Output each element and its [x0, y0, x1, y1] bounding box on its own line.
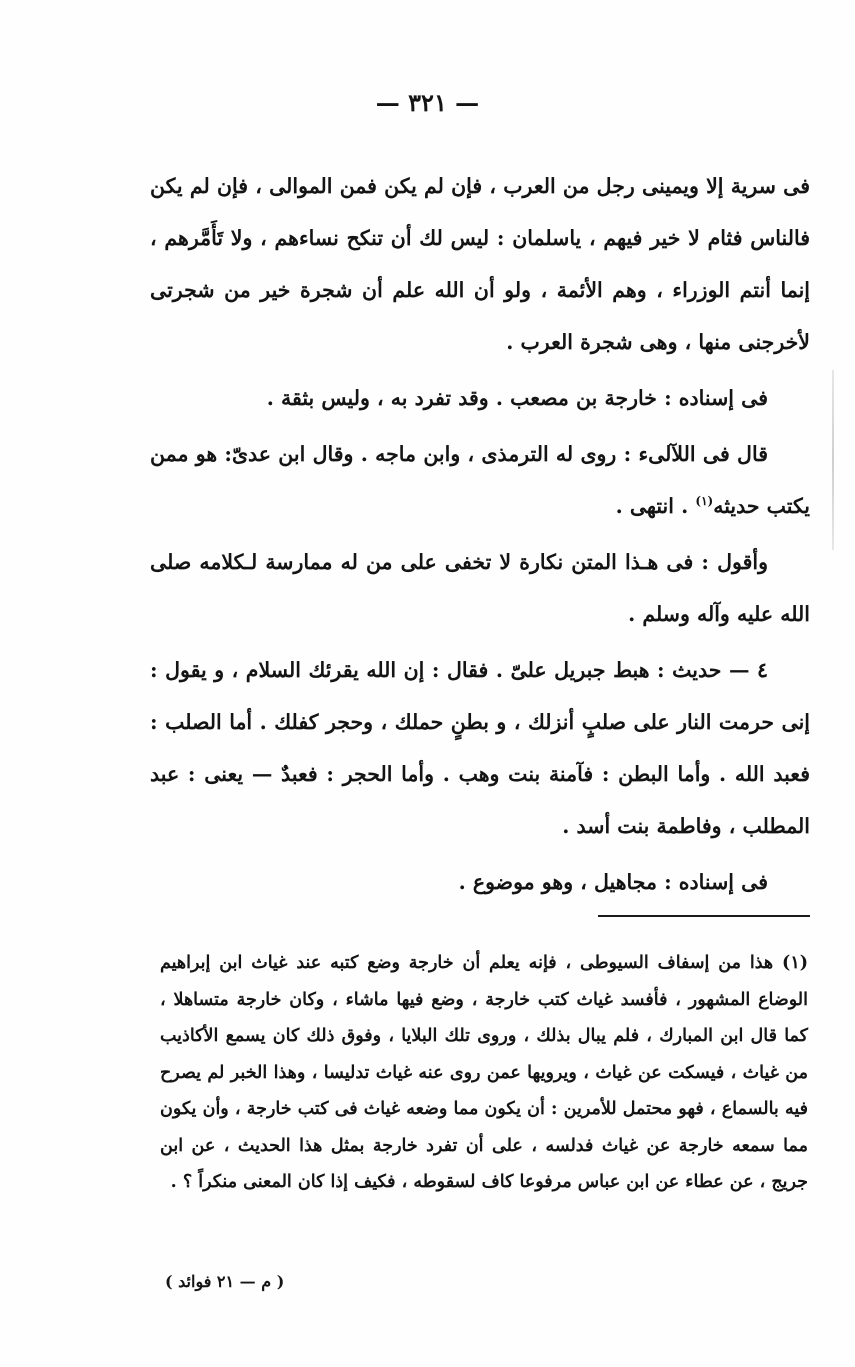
footnote-reference: (١): [695, 494, 714, 509]
margin-mark: [832, 370, 834, 550]
paragraph-author-comment: وأقول : فى هـذا المتن نكارة لا تخفى على من له ممارسة لـكلامه صلى الله عليه وآله وسلم .: [150, 550, 810, 626]
footnote: [160, 945, 808, 1201]
paragraph-hadith-continuation: فى سرية إلا ويمينى رجل من العرب ، فإن لم يكن فمن الموالى ، فإن لم يكن فالناس فثام لا خير فيهم ، ياسلمان : ليس لك أن تنكح نساءهم ، ولا تَأَمَّرهم ، إنما أنتم الوزراء ، وهم الأئمة ، ولو أن الله علم أن شجرة خير من شجرتى لأخرجنى منها ، وهى شجرة العرب .: [150, 174, 810, 354]
laali-quote-end: . انتهى .: [615, 494, 696, 518]
printer-signature: ( م — ٢١ فوائد ): [165, 1272, 285, 1291]
laali-quote-text: قال فى اللآلىء : روى له الترمذى ، وابن ماجه . وقال ابن عدىّ: هو ممن يكتب حديثه: [150, 442, 810, 518]
footnote-separator: [598, 915, 810, 917]
paragraph-isnad-ruling: فى إسناده : مجاهيل ، وهو موضوع .: [458, 870, 768, 894]
main-text: [150, 160, 810, 908]
paragraph-hadith-4: ٤ — حديث : هبط جبريل علىّ . فقال : إن الله يقرئك السلام ، و يقول : إنى حرمت النار على صلبٍ أنزلك ، و بطنٍ حملك ، وحجر كفلك . أما الصلب : فعبد الله . وأما البطن : فآمنة بنت وهب . وأما الحجر : فعبدٌ — يعنى : عبد المطلب ، وفاطمة بنت أسد .: [150, 658, 810, 838]
page-number: — ٣٢١ —: [375, 88, 480, 117]
footnote-text: (١) هذا من إسفاف السيوطى ، فإنه يعلم أن خارجة وضع كتبه عند غياث ابن إبراهيم الوضاع المشهور ، فأفسد غياث كتب خارجة ، وضع فيها ماشاء ، وكان خارجة متساهلا ، كما قال ابن المبارك ، فلم يبال بذلك ، وروى تلك البلايا ، وفوق ذلك كان يسمع الأكاذيب من غياث ، فيسكت عن غياث ، ويرويها عمن روى عنه غياث تدليسا ، وهذا الخبر لم يصرح فيه بالسماع ، فهو محتمل للأمرين : أن يكون مما وضعه غياث فى كتب خارجة ، وأن يكون مما سمعه خارجة عن غياث فدلسه ، على أن تفرد خارجة بمثل هذا الحديث ، عن ابن جريج ، عن عطاء عن ابن عباس مرفوعا كاف لسقوطه ، فكيف إذا كان المعنى منكراً ؟ .: [160, 953, 808, 1192]
paragraph-laali-quote: [150, 428, 810, 532]
paragraph-isnad-note: فى إسناده : خارجة بن مصعب . وقد تفرد به ، وليس بثقة .: [266, 386, 768, 410]
